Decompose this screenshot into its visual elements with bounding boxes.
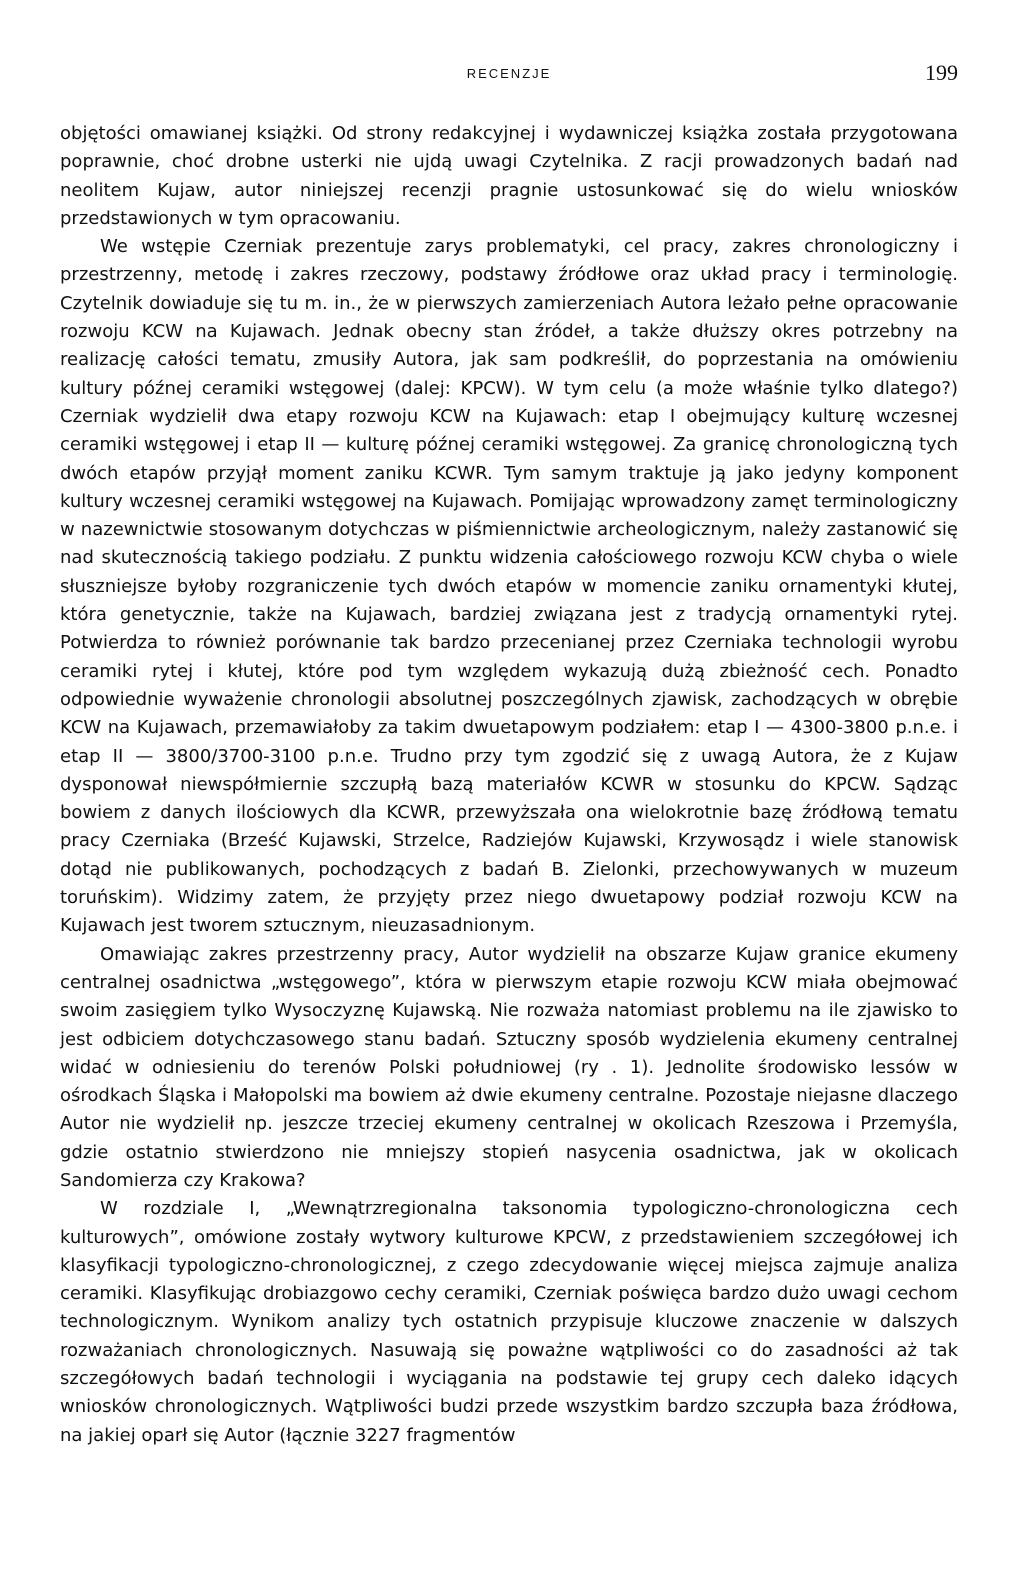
paragraph-3: Omawiając zakres przestrzenny pracy, Autor wydzielił na obszarze Kujaw granice ekumeny centralnej osadnictwa „wstęgowego”, która w pierwszym etapie rozwoju KCW miała obejmować swoim zasięgiem tylko Wysoczyznę Kujawską. Nie rozważa natomiast problemu na ile zjawisko to jest odbiciem dotychczasowego stanu badań. Sztuczny sposób wydzielenia ekumeny centralnej widać w odniesieniu do terenów Polski południowej (ry . 1). Jednolite środowisko lessów w ośrodkach Śląska i Małopolski ma bowiem aż dwie ekumeny centralne. Pozostaje niejasne dlaczego Autor nie wydzielił np. jeszcze trzeciej ekumeny centralnej w okolicach Rzeszowa i Przemyśla, gdzie ostatnio stwierdzono nie mniejszy stopień nasycenia osadnictwa, jak w okolicach Sandomierza czy Krakowa?	[60, 943, 958, 1191]
running-title: RECENZJE	[466, 66, 552, 81]
paragraph-2: We wstępie Czerniak prezentuje zarys problematyki, cel pracy, zakres chronologiczny i przestrzenny, metodę i zakres rzeczowy, podstawy źródłowe oraz układ pracy i terminologię. Czytelnik dowiaduje się tu m. in., że w pierwszych zamierzeniach Autora leżało pełne opracowanie rozwoju KCW na Kujawach. Jednak obecny stan źródeł, a także dłuższy okres potrzebny na realizację całości tematu, zmusiły Autora, jak sam podkreślił, do poprzestania na omówieniu kultury późnej ceramiki wstęgowej (dalej: KPCW). W tym celu (a może właśnie tylko dlatego?) Czerniak wydzielił dwa etapy rozwoju KCW na Kujawach: etap I obejmujący kulturę wczesnej ceramiki wstęgowej i etap II — kulturę późnej ceramiki wstęgowej. Za granicę chronologiczną tych dwóch etapów przyjął moment zaniku KCWR. Tym samym traktuje ją jako jedyny komponent kultury wczesnej ceramiki wstęgowej na Kujawach. Pomijając wprowadzony zamęt terminologiczny w nazewnictwie stosowanym dotychczas w piśmiennictwie archeologicznym, należy zastanowić się nad skutecznością takiego podziału. Z punktu widzenia całościowego rozwoju KCW chyba o wiele słuszniejsze byłoby rozgraniczenie tych dwóch etapów w momencie zaniku ornamentyki kłutej, która genetycznie, także na Kujawach, bardziej związana jest z tradycją ornamentyki rytej. Potwierdza to również porównanie tak bardzo przecenianej przez Czerniaka technologii wyrobu ceramiki rytej i kłutej, które pod tym względem wykazują dużą zbieżność cech. Ponadto odpowiednie wyważenie chronologii absolutnej poszczególnych zjawisk, zachodzących w obrębie KCW na Kujawach, przemawiałoby za takim dwuetapowym podziałem: etap I — 4300-3800 p.n.e. i etap II — 3800/3700-3100 p.n.e. Trudno przy tym zgodzić się z uwagą Autora, że z Kujaw dysponował niewspółmiernie szczupłą bazą materiałów KCWR w stosunku do KPCW. Sądząc bowiem z danych ilościowych dla KCWR, przewyższała ona wielokrotnie bazę źródłową tematu pracy Czerniaka (Brześć Kujawski, Strzelce, Radziejów Kujawski, Krzywosądz i wiele stanowisk dotąd nie publikowanych, pochodzących z badań B. Zielonki, przechowywanych w muzeum toruńskim). Widzimy zatem, że przyjęty przez niego dwuetapowy podział rozwoju KCW na Kujawach jest tworem sztucznym, nieuzasadnionym.	[60, 236, 958, 937]
paragraph-1: objętości omawianej książki. Od strony redakcyjnej i wydawniczej książka została przygotowana poprawnie, choć drobne usterki nie ujdą uwagi Czytelnika. Z racji prowadzonych badań nad neolitem Kujaw, autor niniejszej recenzji pragnie ustosunkować się do wielu wniosków przedstawionych w tym opracowaniu.	[60, 123, 958, 229]
running-header	[60, 60, 958, 90]
body-text	[60, 120, 958, 1450]
paragraph-4: W rozdziale I, „Wewnątrzregionalna taksonomia typologiczno-chronologiczna cech kulturowych”, omówione zostały wytwory kulturowe KPCW, z przedstawieniem szczegółowej ich klasyfikacji typologiczno-chronologicznej, z czego zdecydowanie więcej miejsca zajmuje analiza ceramiki. Klasyfikując drobiazgowo cechy ceramiki, Czerniak poświęca bardzo dużo uwagi cechom technologicznym. Wynikom analizy tych ostatnich przypisuje kluczowe znaczenie w dalszych rozważaniach chronologicznych. Nasuwają się poważne wątpliwości co do zasadności aż tak szczegółowych badań technologii i wyciągania na podstawie tej grupy cech daleko idących wniosków chronologicznych. Wątpliwości budzi przede wszystkim bardzo szczupła baza źródłowa, na jakiej oparł się Autor (łącznie 3227 fragmentów	[60, 1198, 958, 1446]
page-number: 199	[925, 60, 958, 85]
